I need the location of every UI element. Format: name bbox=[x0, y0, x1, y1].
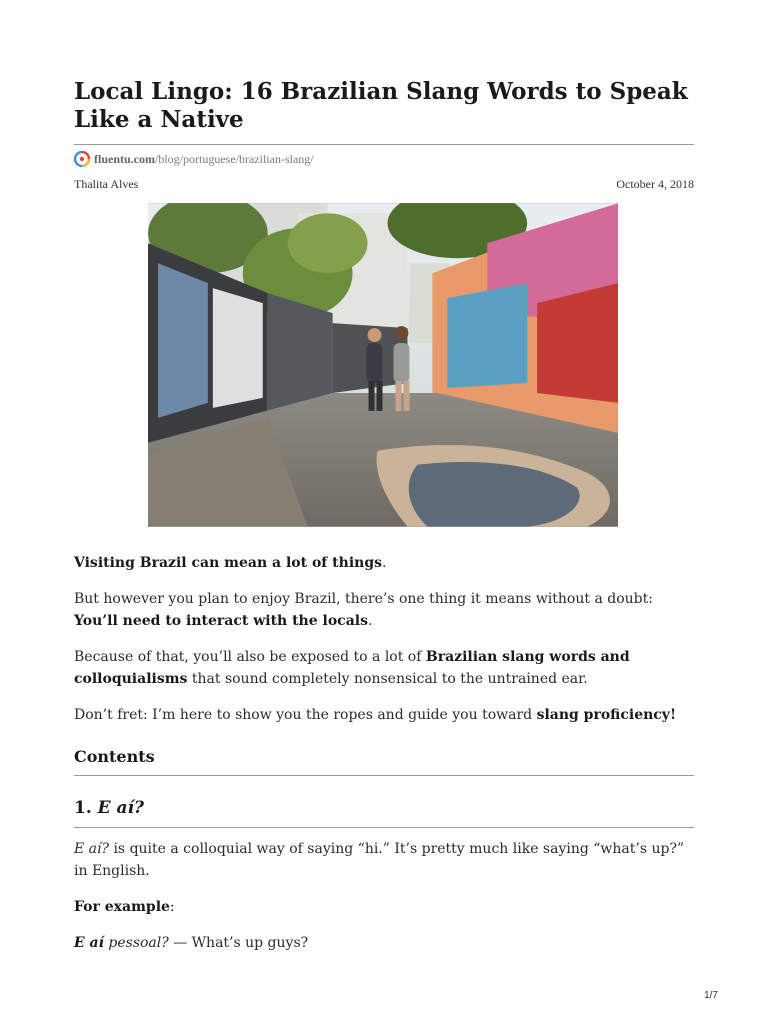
article-title: Local Lingo: 16 Brazilian Slang Words to Speak Like a Native bbox=[74, 78, 688, 133]
example-colon: : bbox=[169, 899, 175, 915]
article-meta bbox=[74, 177, 694, 192]
title-divider bbox=[74, 144, 694, 145]
paragraph-fret bbox=[74, 704, 694, 726]
page-number: 1/7 bbox=[704, 990, 718, 1001]
example-italic: pessoal? bbox=[103, 935, 169, 951]
p4-bold: slang proficiency! bbox=[536, 707, 677, 723]
hero-image-graffiti-alley bbox=[148, 203, 618, 527]
section-divider bbox=[74, 827, 694, 828]
p3-text: Because of that, you’ll also be exposed to a lot of bbox=[74, 649, 426, 665]
paragraph-locals bbox=[74, 588, 694, 632]
article-body bbox=[74, 540, 694, 954]
example-bold: E aí bbox=[74, 935, 104, 951]
paragraph-slang bbox=[74, 646, 694, 690]
source-path: /blog/portuguese/brazilian-slang/ bbox=[155, 151, 314, 166]
section-heading-e-ai bbox=[74, 796, 694, 820]
intro-paragraph bbox=[74, 552, 694, 574]
section-title: E aí? bbox=[97, 798, 144, 818]
source-domain: fluentu.com bbox=[94, 151, 155, 166]
p2-text: But however you plan to enjoy Brazil, there’s one thing it means without a doubt: bbox=[74, 591, 653, 607]
author-name: Thalita Alves bbox=[74, 177, 139, 191]
fluentu-logo-icon bbox=[74, 151, 90, 167]
p5-text: is quite a colloquial way of saying “hi.” It’s pretty much like saying “what’s up?” in English. bbox=[74, 841, 685, 879]
example-label bbox=[74, 896, 694, 918]
example-sentence bbox=[74, 932, 694, 954]
contents-divider bbox=[74, 775, 694, 776]
example-translation: — What’s up guys? bbox=[168, 935, 309, 951]
intro-end: . bbox=[382, 555, 387, 571]
intro-bold: Visiting Brazil can mean a lot of things bbox=[74, 555, 382, 571]
p2-end: . bbox=[367, 613, 373, 629]
source-url[interactable] bbox=[74, 151, 694, 167]
p2-bold: You’ll need to interact with the locals bbox=[74, 613, 368, 629]
paragraph-e-ai-meaning bbox=[74, 838, 694, 882]
section-number: 1. bbox=[74, 798, 98, 818]
p4-text: Don’t fret: I’m here to show you the ropes and guide you toward bbox=[74, 707, 537, 723]
publish-date: October 4, 2018 bbox=[616, 177, 694, 191]
p5-italic: E aí? bbox=[74, 841, 109, 857]
p3-end: that sound completely nonsensical to the untrained ear. bbox=[187, 671, 588, 687]
example-label-text: For example bbox=[74, 899, 170, 915]
p3-bold: Brazilian slang words and colloquialisms bbox=[74, 649, 630, 687]
article-page bbox=[74, 78, 694, 192]
contents-heading[interactable]: Contents bbox=[74, 747, 155, 766]
